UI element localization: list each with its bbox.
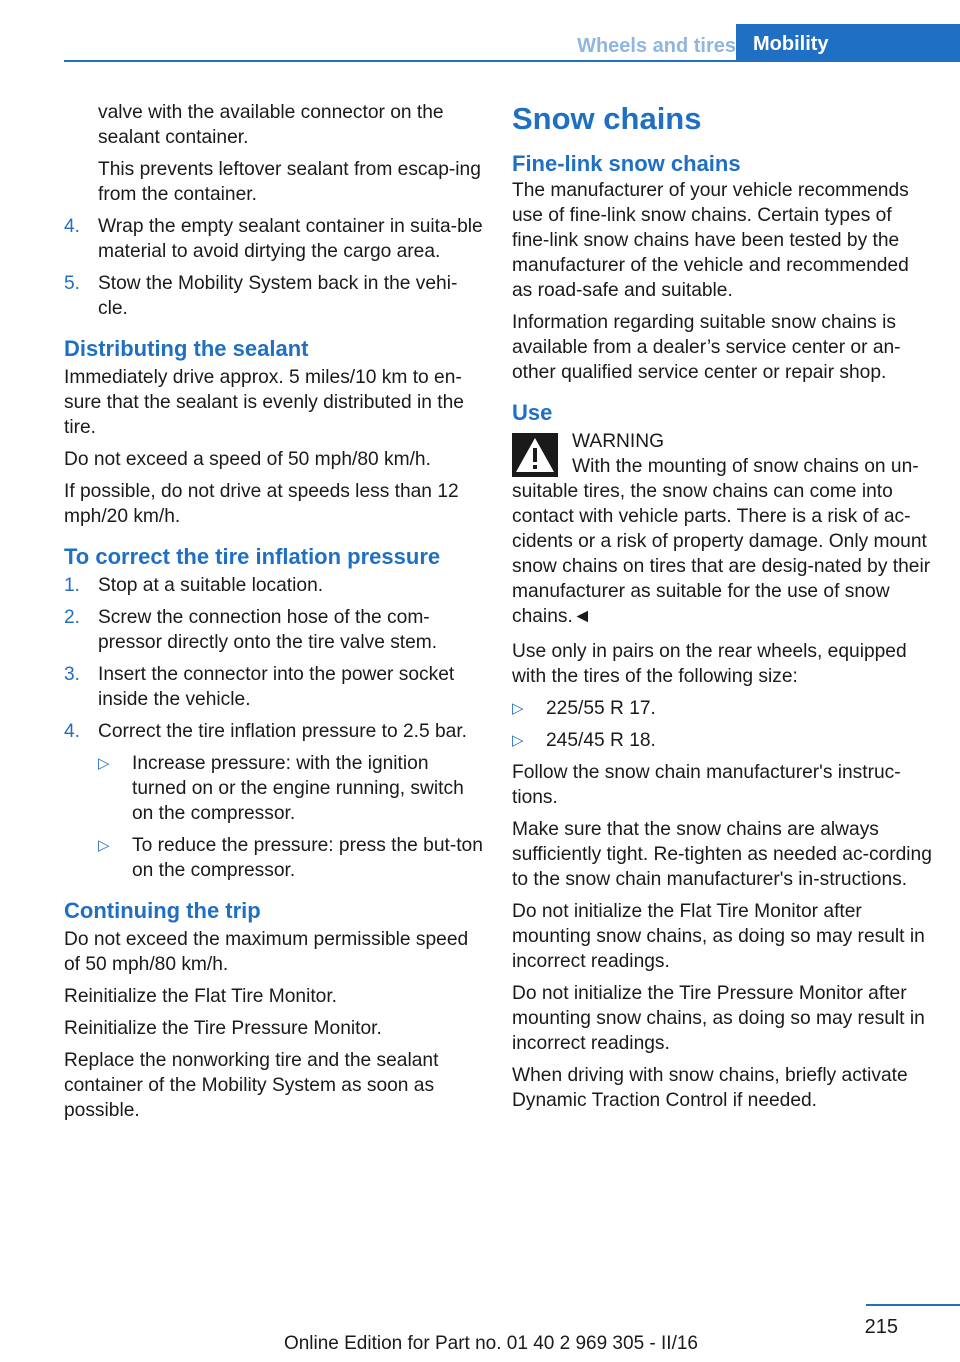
step-text: Stop at a suitable location. [98,575,324,596]
continued-steps [64,214,484,321]
page-header [64,24,960,62]
paragraph: Do not initialize the Flat Tire Monitor after mounting snow chains, as doing so may result in incorrect readings. [512,901,925,972]
triangle-bullet-icon: ▷ [512,732,524,749]
paragraph: Immediately drive approx. 5 miles/10 km to en‐sure that the sealant is evenly distributed in the tire. [64,367,464,438]
footer-rule [866,1304,960,1306]
tire-size: 245/45 R 18. [546,730,656,751]
right-column [512,100,932,1120]
warning-label: WARNING [572,431,665,452]
list-item [64,573,484,598]
left-column [64,100,484,1130]
step-text: Screw the connection hose of the com‐pressor directly onto the tire valve stem. [98,607,438,653]
correct-pressure-heading: To correct the tire inflation pressure [64,544,441,569]
paragraph: Reinitialize the Tire Pressure Monitor. [64,1018,382,1039]
paragraph: Make sure that the snow chains are always sufficiently tight. Re-tighten as needed ac‐cording to the snow chain manufacturer's in‐structions. [512,819,932,890]
bullet-text: Increase pressure: with the ignition turned on or the engine running, switch on the compressor. [132,753,464,824]
paragraph: Use only in pairs on the rear wheels, equipped with the tires of the following size: [512,641,907,687]
header-rule [64,60,960,62]
warning-block [512,429,932,629]
step-text: Correct the tire inflation pressure to 2.5 bar. [98,721,468,742]
paragraph: The manufacturer of your vehicle recommends use of fine-link snow chains. Certain types of fine-link snow chains have been tested by the manufacturer of the vehicle and recommended as road-safe and suitable. [512,180,909,301]
correct-pressure-steps [64,573,484,883]
step-number: 3. [64,664,81,685]
paragraph: Information regarding suitable snow chains is available from a dealer’s service center or an‐other qualified service center or repair shop. [512,312,901,383]
use-heading: Use [512,400,553,425]
list-item [64,605,484,655]
step-text: Wrap the empty sealant container in suita‐ble material to avoid dirtying the cargo area. [98,216,483,262]
triangle-bullet-icon: ▷ [98,755,110,772]
paragraph: When driving with snow chains, briefly activate Dynamic Traction Control if needed. [512,1065,908,1111]
paragraph: Follow the snow chain manufacturer's instruc‐tions. [512,762,901,808]
paragraph: If possible, do not drive at speeds less than 12 mph/20 km/h. [64,481,459,527]
edition-note: Online Edition for Part no. 01 40 2 969 305 - II/16 [283,1333,698,1354]
distributing-heading: Distributing the sealant [64,336,309,361]
continuing-trip-heading: Continuing the trip [64,898,261,923]
tire-size-list [512,696,932,753]
bullet-text: To reduce the pressure: press the but‐ton on the compressor. [132,835,483,881]
list-item [64,662,484,712]
list-item [98,751,484,826]
list-item [64,719,484,883]
step-number: 1. [64,575,81,596]
list-item [98,833,484,883]
tab-wheels-and-tires[interactable]: Wheels and tires [577,35,736,57]
sub-bullets [98,751,484,883]
step-number: 5. [64,273,81,294]
continued-paragraph: valve with the available connector on the sealant container. [98,102,444,148]
list-item [512,728,932,753]
paragraph: Do not exceed a speed of 50 mph/80 km/h. [64,449,431,470]
tire-size: 225/55 R 17. [546,698,656,719]
list-item [64,214,484,264]
list-item [64,271,484,321]
list-item [512,696,932,721]
warning-text: With the mounting of snow chains on un‐suitable tires, the snow chains can come into contact with vehicle parts. There is a risk of ac‐cidents or a risk of property damage. Only mount snow chains on tires that are desig‐nated by their manufacturer as suitable for the use of snow chains.◄ [512,456,931,627]
paragraph: Do not exceed the maximum permissible speed of 50 mph/80 km/h. [64,929,469,975]
triangle-bullet-icon: ▷ [512,700,524,717]
paragraph: Do not initialize the Tire Pressure Monitor after mounting snow chains, as doing so may result in incorrect readings. [512,983,925,1054]
warning-triangle-icon [512,433,558,477]
tab-mobility[interactable]: Mobility [736,24,960,62]
step-text: Insert the connector into the power socket inside the vehicle. [98,664,455,710]
snow-chains-title: Snow chains [512,101,702,136]
paragraph: Replace the nonworking tire and the sealant container of the Mobility System as soon as possible. [64,1050,439,1121]
step-text: Stow the Mobility System back in the vehi‐cle. [98,273,458,319]
fine-link-heading: Fine-link snow chains [512,151,741,176]
step-number: 4. [64,721,81,742]
step-number: 2. [64,607,81,628]
paragraph: Reinitialize the Flat Tire Monitor. [64,986,337,1007]
triangle-bullet-icon: ▷ [98,837,110,854]
continued-note: This prevents leftover sealant from escap‐ing from the container. [98,159,481,205]
step-number: 4. [64,216,81,237]
page-number: 215 [864,1316,898,1338]
